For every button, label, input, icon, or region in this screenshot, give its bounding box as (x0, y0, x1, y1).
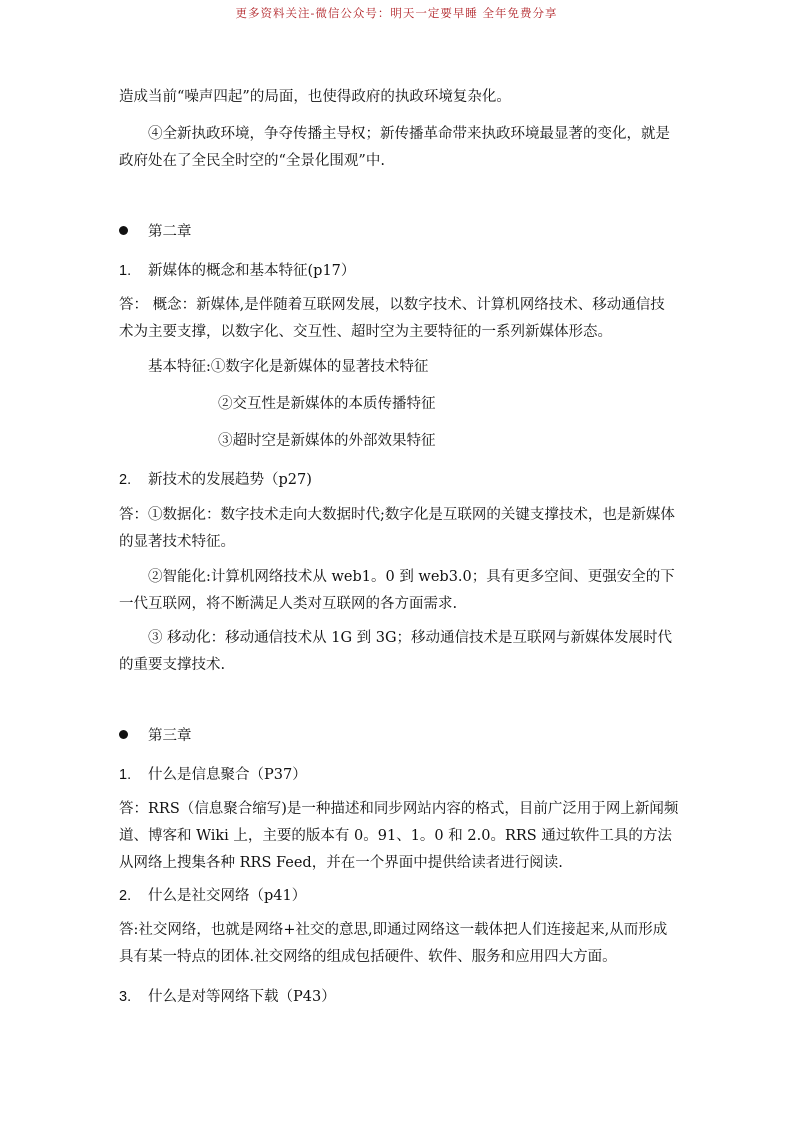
answer-paragraph: 答:社交网络，也就是网络+社交的意思,即通过网络这一载体把人们连接起来,从而形成具有某一特点的团体.社交网络的组成包括硬件、软件、服务和应用四大方面。 (119, 922, 668, 965)
answer-paragraph: 答：RRS（信息聚合缩写)是一种描述和同步网站内容的格式，目前广泛用于网上新闻频道、博客和 Wiki 上，主要的版本有 0。91、1。0 和 2.0。RRS 通过软件工具的方法从网络上搜集各种 RRS Feed，并在一个界面中提供给读者进行阅读. (119, 801, 679, 871)
answer-paragraph: 答：①数据化：数字技术走向大数据时代;数字化是互联网的关键支撑技术，也是新媒体的显著技术特征。 (119, 507, 675, 550)
question-number: 1. (119, 263, 132, 279)
paragraph: 造成当前“噪声四起”的局面，也使得政府的执政环境复杂化。 (119, 89, 511, 105)
paragraph: ④全新执政环境，争夺传播主导权；新传播革命带来执政环境最显著的变化，就是政府处在了全民全时空的“全景化围观”中. (119, 126, 670, 169)
question-number: 2. (119, 472, 132, 488)
question-heading (119, 261, 355, 281)
question-text: 什么是信息聚合（P37） (148, 767, 307, 783)
question-text: 什么是对等网络下载（P43） (148, 989, 336, 1005)
bullet-icon (119, 730, 128, 739)
question-text: 新技术的发展趋势（p27) (148, 472, 312, 488)
feature-line: ③超时空是新媒体的外部效果特征 (218, 433, 436, 449)
answer-paragraph: 答： 概念：新媒体,是伴随着互联网发展，以数字技术、计算机网络技术、移动通信技术为主要支撑，以数字化、交互性、超时空为主要特征的一系列新媒体形态。 (119, 297, 665, 340)
question-heading (119, 470, 312, 490)
question-heading (119, 765, 307, 785)
question-text: 新媒体的概念和基本特征(p17） (148, 263, 356, 279)
chapter-heading (119, 726, 192, 746)
question-number: 2. (119, 888, 132, 904)
bullet-icon (119, 226, 128, 235)
question-text: 什么是社交网络（p41） (148, 888, 307, 904)
page-header-banner: 更多资料关注-微信公众号：明天一定要早睡 全年免费分享 (235, 6, 558, 20)
feature-line: 基本特征:①数字化是新媒体的显著技术特征 (148, 359, 429, 375)
question-number: 3. (119, 989, 132, 1005)
question-heading (119, 987, 336, 1007)
answer-paragraph: ②智能化:计算机网络技术从 web1。0 到 web3.0；具有更多空间、更强安全的下一代互联网，将不断满足人类对互联网的各方面需求. (119, 569, 675, 612)
question-heading (119, 886, 306, 906)
chapter-title: 第三章 (148, 728, 192, 744)
answer-paragraph: ③ 移动化：移动通信技术从 1G 到 3G；移动通信技术是互联网与新媒体发展时代的重要支撑技术. (119, 630, 673, 673)
question-number: 1. (119, 767, 132, 783)
chapter-title: 第二章 (148, 224, 192, 240)
feature-line: ②交互性是新媒体的本质传播特征 (218, 396, 436, 412)
chapter-heading (119, 222, 192, 242)
